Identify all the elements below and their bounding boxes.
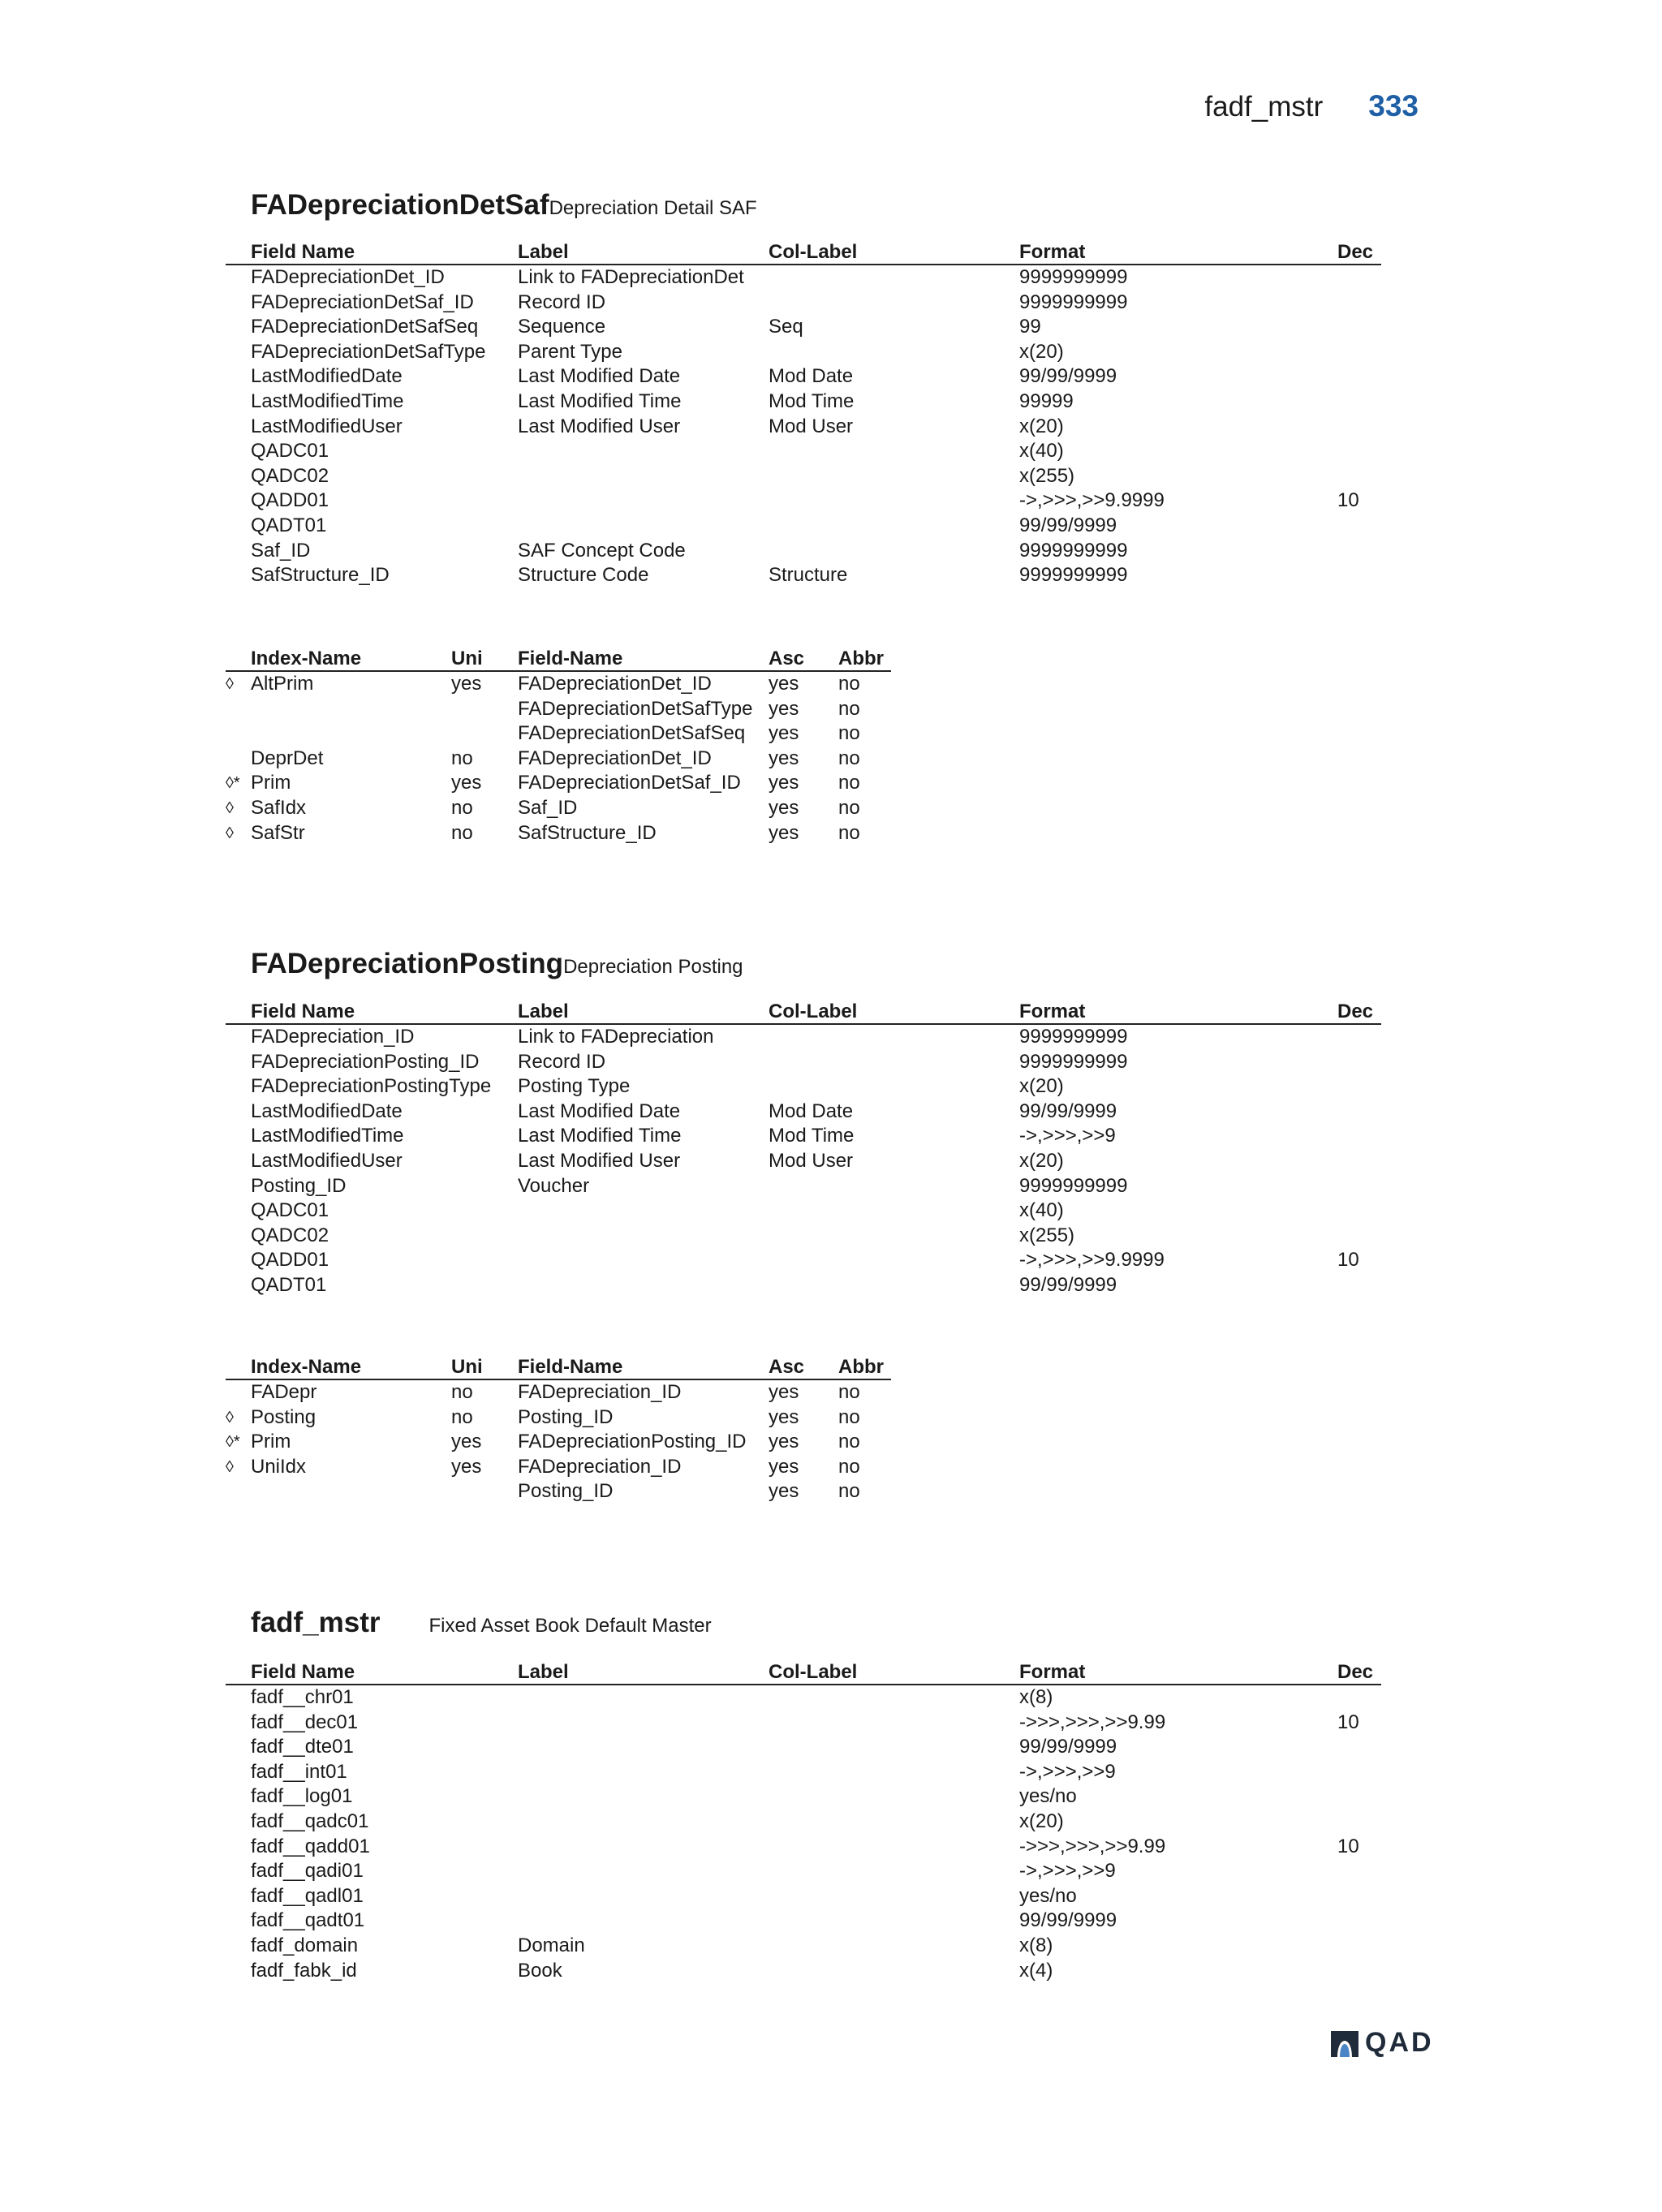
field-cell: Last Modified User [518, 1149, 681, 1172]
table-title [251, 189, 757, 222]
field-cell: fadf__qadd01 [251, 1835, 370, 1857]
field-row [226, 1810, 1381, 1835]
field-cell: Mod Time [769, 1125, 855, 1147]
field-row [226, 1100, 1381, 1125]
index-cell: no [451, 821, 473, 844]
index-cell: yes [769, 821, 799, 844]
field-cell: Posting Type [518, 1075, 631, 1098]
index-row [226, 1455, 891, 1480]
index-row [226, 672, 891, 697]
index-cell: Posting_ID [518, 1405, 614, 1428]
field-cell: FADepreciationPostingType [251, 1075, 492, 1098]
index-cell: yes [769, 1381, 799, 1403]
field-cell: FADepreciationDet_ID [251, 266, 445, 288]
table-name: fadf_mstr [251, 1607, 381, 1638]
field-cell: fadf__chr01 [251, 1686, 354, 1708]
table-title [251, 948, 743, 980]
index-cell: no [838, 1381, 860, 1403]
qad-logo [1329, 2027, 1434, 2059]
field-cell: FADepreciationPosting_ID [251, 1050, 480, 1073]
field-cell: ->>>,>>>,>>9.99 [1019, 1711, 1166, 1733]
index-cell: UniIdx [251, 1455, 307, 1478]
index-table-header [226, 1355, 891, 1380]
field-row [226, 1934, 1381, 1959]
index-cell: FADepreciationDetSaf_ID [518, 772, 741, 794]
index-cell: FADepreciationDetSafType [518, 697, 753, 720]
column-header: Dec [1337, 1661, 1374, 1683]
field-cell: Parent Type [518, 340, 622, 363]
column-header: Field-Name [518, 1356, 623, 1378]
field-table-header [226, 1660, 1381, 1685]
index-cell: SafIdx [251, 796, 307, 819]
index-cell: AltPrim [251, 673, 314, 695]
index-cell: yes [451, 772, 482, 794]
index-cell: yes [451, 1455, 482, 1478]
field-cell: x(255) [1019, 1224, 1075, 1246]
index-cell: no [838, 796, 860, 819]
field-row [226, 1835, 1381, 1860]
field-cell: QADC01 [251, 1199, 329, 1222]
field-cell: ->,>>>,>>9.9999 [1019, 1249, 1165, 1272]
field-table [226, 240, 1381, 588]
index-marker: ◊* [226, 1433, 240, 1452]
field-cell: QADD01 [251, 489, 329, 512]
index-cell: no [451, 747, 473, 769]
field-cell: 99/99/9999 [1019, 1100, 1117, 1122]
field-cell: x(20) [1019, 415, 1064, 437]
column-header: Abbr [838, 648, 884, 669]
field-cell: 99999 [1019, 389, 1074, 412]
field-cell: fadf__log01 [251, 1785, 353, 1808]
field-row [226, 1884, 1381, 1909]
field-cell: fadf_domain [251, 1934, 359, 1956]
field-row [226, 1784, 1381, 1810]
index-cell: SafStructure_ID [518, 821, 657, 844]
column-header: Label [518, 241, 569, 263]
column-header: Index-Name [251, 1356, 362, 1378]
index-cell: DeprDet [251, 747, 324, 769]
index-marker: ◊* [226, 774, 240, 793]
index-cell: no [838, 722, 860, 745]
column-header: Field-Name [518, 648, 623, 669]
field-cell: QADC02 [251, 1224, 329, 1246]
field-cell: x(8) [1019, 1934, 1053, 1956]
column-header: Label [518, 1661, 569, 1683]
index-cell: no [838, 1405, 860, 1428]
index-cell: yes [769, 1431, 799, 1453]
column-header: Dec [1337, 241, 1374, 263]
field-cell: fadf__dte01 [251, 1736, 354, 1758]
field-cell: SafStructure_ID [251, 564, 390, 587]
field-cell: fadf__qadl01 [251, 1884, 364, 1907]
field-cell: ->,>>>,>>9 [1019, 1125, 1116, 1147]
column-header: Format [1019, 1001, 1086, 1022]
index-row [226, 1380, 891, 1405]
field-cell: Last Modified Date [518, 365, 681, 388]
field-cell: 9999999999 [1019, 290, 1128, 313]
index-table-header [226, 647, 891, 672]
index-cell: no [451, 1381, 473, 1403]
field-cell: Saf_ID [251, 539, 311, 562]
column-header: Asc [769, 648, 805, 669]
field-table [226, 1660, 1381, 1983]
field-cell: LastModifiedDate [251, 1100, 403, 1122]
field-cell: ->>>,>>>,>>9.99 [1019, 1835, 1166, 1857]
index-cell: FADepr [251, 1381, 317, 1403]
field-cell: Last Modified User [518, 415, 681, 437]
index-row [226, 1430, 891, 1455]
column-header: Format [1019, 1661, 1086, 1683]
index-cell: no [838, 697, 860, 720]
field-row [226, 1859, 1381, 1884]
index-cell: no [838, 1431, 860, 1453]
field-cell: yes/no [1019, 1884, 1077, 1907]
field-cell: yes/no [1019, 1785, 1077, 1808]
index-cell: yes [769, 722, 799, 745]
index-cell: FADepreciationPosting_ID [518, 1431, 747, 1453]
field-cell: SAF Concept Code [518, 539, 686, 562]
field-cell: 10 [1337, 1711, 1359, 1733]
index-marker: ◊ [226, 798, 234, 817]
field-cell: QADC01 [251, 440, 329, 463]
field-row [226, 290, 1381, 316]
index-row [226, 1405, 891, 1431]
field-cell: Domain [518, 1934, 585, 1956]
field-cell: LastModifiedDate [251, 365, 403, 388]
field-cell: 99 [1019, 316, 1041, 338]
field-cell: 9999999999 [1019, 1050, 1128, 1073]
field-cell: 99/99/9999 [1019, 1736, 1117, 1758]
field-row [226, 563, 1381, 588]
column-header: Field Name [251, 241, 355, 263]
index-cell: SafStr [251, 821, 305, 844]
field-row [226, 439, 1381, 464]
index-marker: ◊ [226, 1457, 234, 1476]
field-cell: ->,>>>,>>9 [1019, 1860, 1116, 1883]
index-cell: no [451, 796, 473, 819]
field-cell: 9999999999 [1019, 539, 1128, 562]
index-cell: yes [769, 1405, 799, 1428]
field-row [226, 1074, 1381, 1100]
index-cell: FADepreciationDet_ID [518, 747, 712, 769]
index-marker: ◊ [226, 675, 234, 693]
index-cell: Prim [251, 1431, 291, 1453]
page-number: 333 [1368, 89, 1419, 123]
field-cell: x(20) [1019, 1075, 1064, 1098]
index-marker: ◊ [226, 1408, 234, 1427]
field-row [226, 1224, 1381, 1249]
column-header: Field Name [251, 1001, 355, 1022]
field-cell: QADC02 [251, 464, 329, 487]
index-cell: no [838, 1480, 860, 1503]
field-row [226, 1711, 1381, 1736]
field-cell: 99/99/9999 [1019, 1273, 1117, 1296]
field-cell: x(40) [1019, 440, 1064, 463]
field-cell: 99/99/9999 [1019, 365, 1117, 388]
index-row [226, 1479, 891, 1504]
column-header: Asc [769, 1356, 805, 1378]
field-cell: Last Modified Date [518, 1100, 681, 1122]
field-cell: fadf__qadi01 [251, 1860, 364, 1883]
field-row [226, 1199, 1381, 1224]
table-description: Depreciation Detail SAF [549, 197, 757, 219]
field-cell: x(20) [1019, 1810, 1064, 1832]
column-header: Index-Name [251, 648, 362, 669]
field-cell: 9999999999 [1019, 266, 1128, 288]
field-row [226, 315, 1381, 340]
table-title [251, 1607, 712, 1639]
qad-logo-icon [1329, 2028, 1360, 2059]
field-cell: QADT01 [251, 1273, 327, 1296]
index-cell: FADepreciation_ID [518, 1455, 682, 1478]
field-cell: fadf__qadt01 [251, 1909, 365, 1932]
field-cell: QADT01 [251, 514, 327, 536]
index-cell: FADepreciation_ID [518, 1381, 682, 1403]
field-cell: 10 [1337, 1835, 1359, 1857]
index-cell: yes [769, 1455, 799, 1478]
field-cell: Last Modified Time [518, 389, 682, 412]
index-table [226, 1355, 891, 1504]
field-cell: x(255) [1019, 464, 1075, 487]
index-marker: ◊ [226, 824, 234, 842]
field-cell: fadf__qadc01 [251, 1810, 369, 1832]
field-cell: Link to FADepreciation [518, 1026, 714, 1048]
field-cell: fadf__int01 [251, 1760, 347, 1783]
column-header: Abbr [838, 1356, 884, 1378]
field-cell: Record ID [518, 1050, 606, 1073]
field-row [226, 1735, 1381, 1760]
field-row [226, 464, 1381, 489]
field-cell: Mod Time [769, 389, 855, 412]
index-cell: yes [769, 1480, 799, 1503]
field-row [226, 1685, 1381, 1711]
index-table [226, 647, 891, 846]
field-cell: FADepreciationDetSafType [251, 340, 486, 363]
field-cell: x(20) [1019, 1149, 1064, 1172]
field-cell: 10 [1337, 489, 1359, 512]
field-cell: FADepreciationDetSaf_ID [251, 290, 474, 313]
field-cell: QADD01 [251, 1249, 329, 1272]
index-cell: no [838, 673, 860, 695]
field-table [226, 1000, 1381, 1298]
column-header: Col-Label [769, 1001, 858, 1022]
field-cell: fadf__dec01 [251, 1711, 359, 1733]
field-cell: x(40) [1019, 1199, 1064, 1222]
index-cell: no [838, 1455, 860, 1478]
index-cell: yes [769, 673, 799, 695]
field-cell: Mod User [769, 1149, 854, 1172]
field-cell: x(20) [1019, 340, 1064, 363]
field-cell: Link to FADepreciationDet [518, 266, 744, 288]
field-cell: 99/99/9999 [1019, 514, 1117, 536]
field-cell: Voucher [518, 1174, 590, 1197]
field-row [226, 1760, 1381, 1785]
index-cell: FADepreciationDetSafSeq [518, 722, 746, 745]
field-cell: 9999999999 [1019, 1026, 1128, 1048]
index-cell: Posting_ID [518, 1480, 614, 1503]
field-row [226, 415, 1381, 440]
field-row [226, 389, 1381, 415]
field-row [226, 1909, 1381, 1934]
field-row [226, 514, 1381, 539]
field-row [226, 1959, 1381, 1984]
field-row [226, 1124, 1381, 1149]
field-cell: 10 [1337, 1249, 1359, 1272]
index-row [226, 771, 891, 796]
table-name: FADepreciationDetSaf [251, 189, 549, 221]
field-row [226, 1248, 1381, 1273]
field-cell: ->,>>>,>>9.9999 [1019, 489, 1165, 512]
index-row [226, 747, 891, 772]
index-row [226, 721, 891, 747]
index-row [226, 697, 891, 722]
field-cell: 9999999999 [1019, 1174, 1128, 1197]
field-cell: x(8) [1019, 1686, 1053, 1708]
field-row [226, 265, 1381, 290]
field-cell: FADepreciation_ID [251, 1026, 415, 1048]
table-description: Fixed Asset Book Default Master [428, 1615, 712, 1637]
index-cell: yes [451, 673, 482, 695]
column-header: Col-Label [769, 1661, 858, 1683]
field-cell: Mod User [769, 415, 854, 437]
field-row [226, 1050, 1381, 1075]
field-cell: Posting_ID [251, 1174, 347, 1197]
column-header: Dec [1337, 1001, 1374, 1022]
field-cell: fadf_fabk_id [251, 1959, 357, 1982]
field-cell: ->,>>>,>>9 [1019, 1760, 1116, 1783]
field-cell: 9999999999 [1019, 564, 1128, 587]
field-cell: LastModifiedUser [251, 1149, 403, 1172]
column-header: Uni [451, 648, 483, 669]
table-description: Depreciation Posting [563, 956, 743, 978]
field-row [226, 1174, 1381, 1199]
field-cell: Last Modified Time [518, 1125, 682, 1147]
index-row [226, 796, 891, 821]
field-table-header [226, 240, 1381, 265]
column-header: Uni [451, 1356, 483, 1378]
field-cell: Record ID [518, 290, 606, 313]
field-row [226, 1149, 1381, 1174]
field-row [226, 1273, 1381, 1298]
field-cell: Structure [769, 564, 848, 587]
field-cell: LastModifiedTime [251, 389, 404, 412]
field-cell: Mod Date [769, 365, 854, 388]
field-cell: x(4) [1019, 1959, 1053, 1982]
field-cell: LastModifiedUser [251, 415, 403, 437]
running-title: fadf_mstr [1204, 91, 1324, 123]
field-row [226, 364, 1381, 389]
index-cell: Posting [251, 1405, 316, 1428]
column-header: Format [1019, 241, 1086, 263]
field-cell: Sequence [518, 316, 606, 338]
logo-wordmark: QAD [1365, 2027, 1434, 2058]
field-row [226, 1025, 1381, 1050]
field-row [226, 539, 1381, 564]
column-header: Field Name [251, 1661, 355, 1683]
field-cell: Book [518, 1959, 562, 1982]
index-cell: FADepreciationDet_ID [518, 673, 712, 695]
index-cell: no [838, 747, 860, 769]
field-cell: Seq [769, 316, 803, 338]
index-cell: no [838, 772, 860, 794]
column-header: Label [518, 1001, 569, 1022]
page-header [1204, 89, 1419, 123]
field-cell: LastModifiedTime [251, 1125, 404, 1147]
field-cell: Structure Code [518, 564, 649, 587]
field-table-header [226, 1000, 1381, 1025]
field-cell: Mod Date [769, 1100, 854, 1122]
index-cell: no [451, 1405, 473, 1428]
index-cell: yes [769, 772, 799, 794]
field-row [226, 340, 1381, 365]
index-cell: yes [451, 1431, 482, 1453]
field-cell: FADepreciationDetSafSeq [251, 316, 479, 338]
column-header: Col-Label [769, 241, 858, 263]
table-name: FADepreciationPosting [251, 948, 564, 979]
index-cell: Saf_ID [518, 796, 578, 819]
index-cell: yes [769, 747, 799, 769]
field-cell: 99/99/9999 [1019, 1909, 1117, 1932]
index-cell: yes [769, 697, 799, 720]
index-cell: no [838, 821, 860, 844]
index-row [226, 821, 891, 846]
field-row [226, 488, 1381, 514]
index-cell: yes [769, 796, 799, 819]
index-cell: Prim [251, 772, 291, 794]
